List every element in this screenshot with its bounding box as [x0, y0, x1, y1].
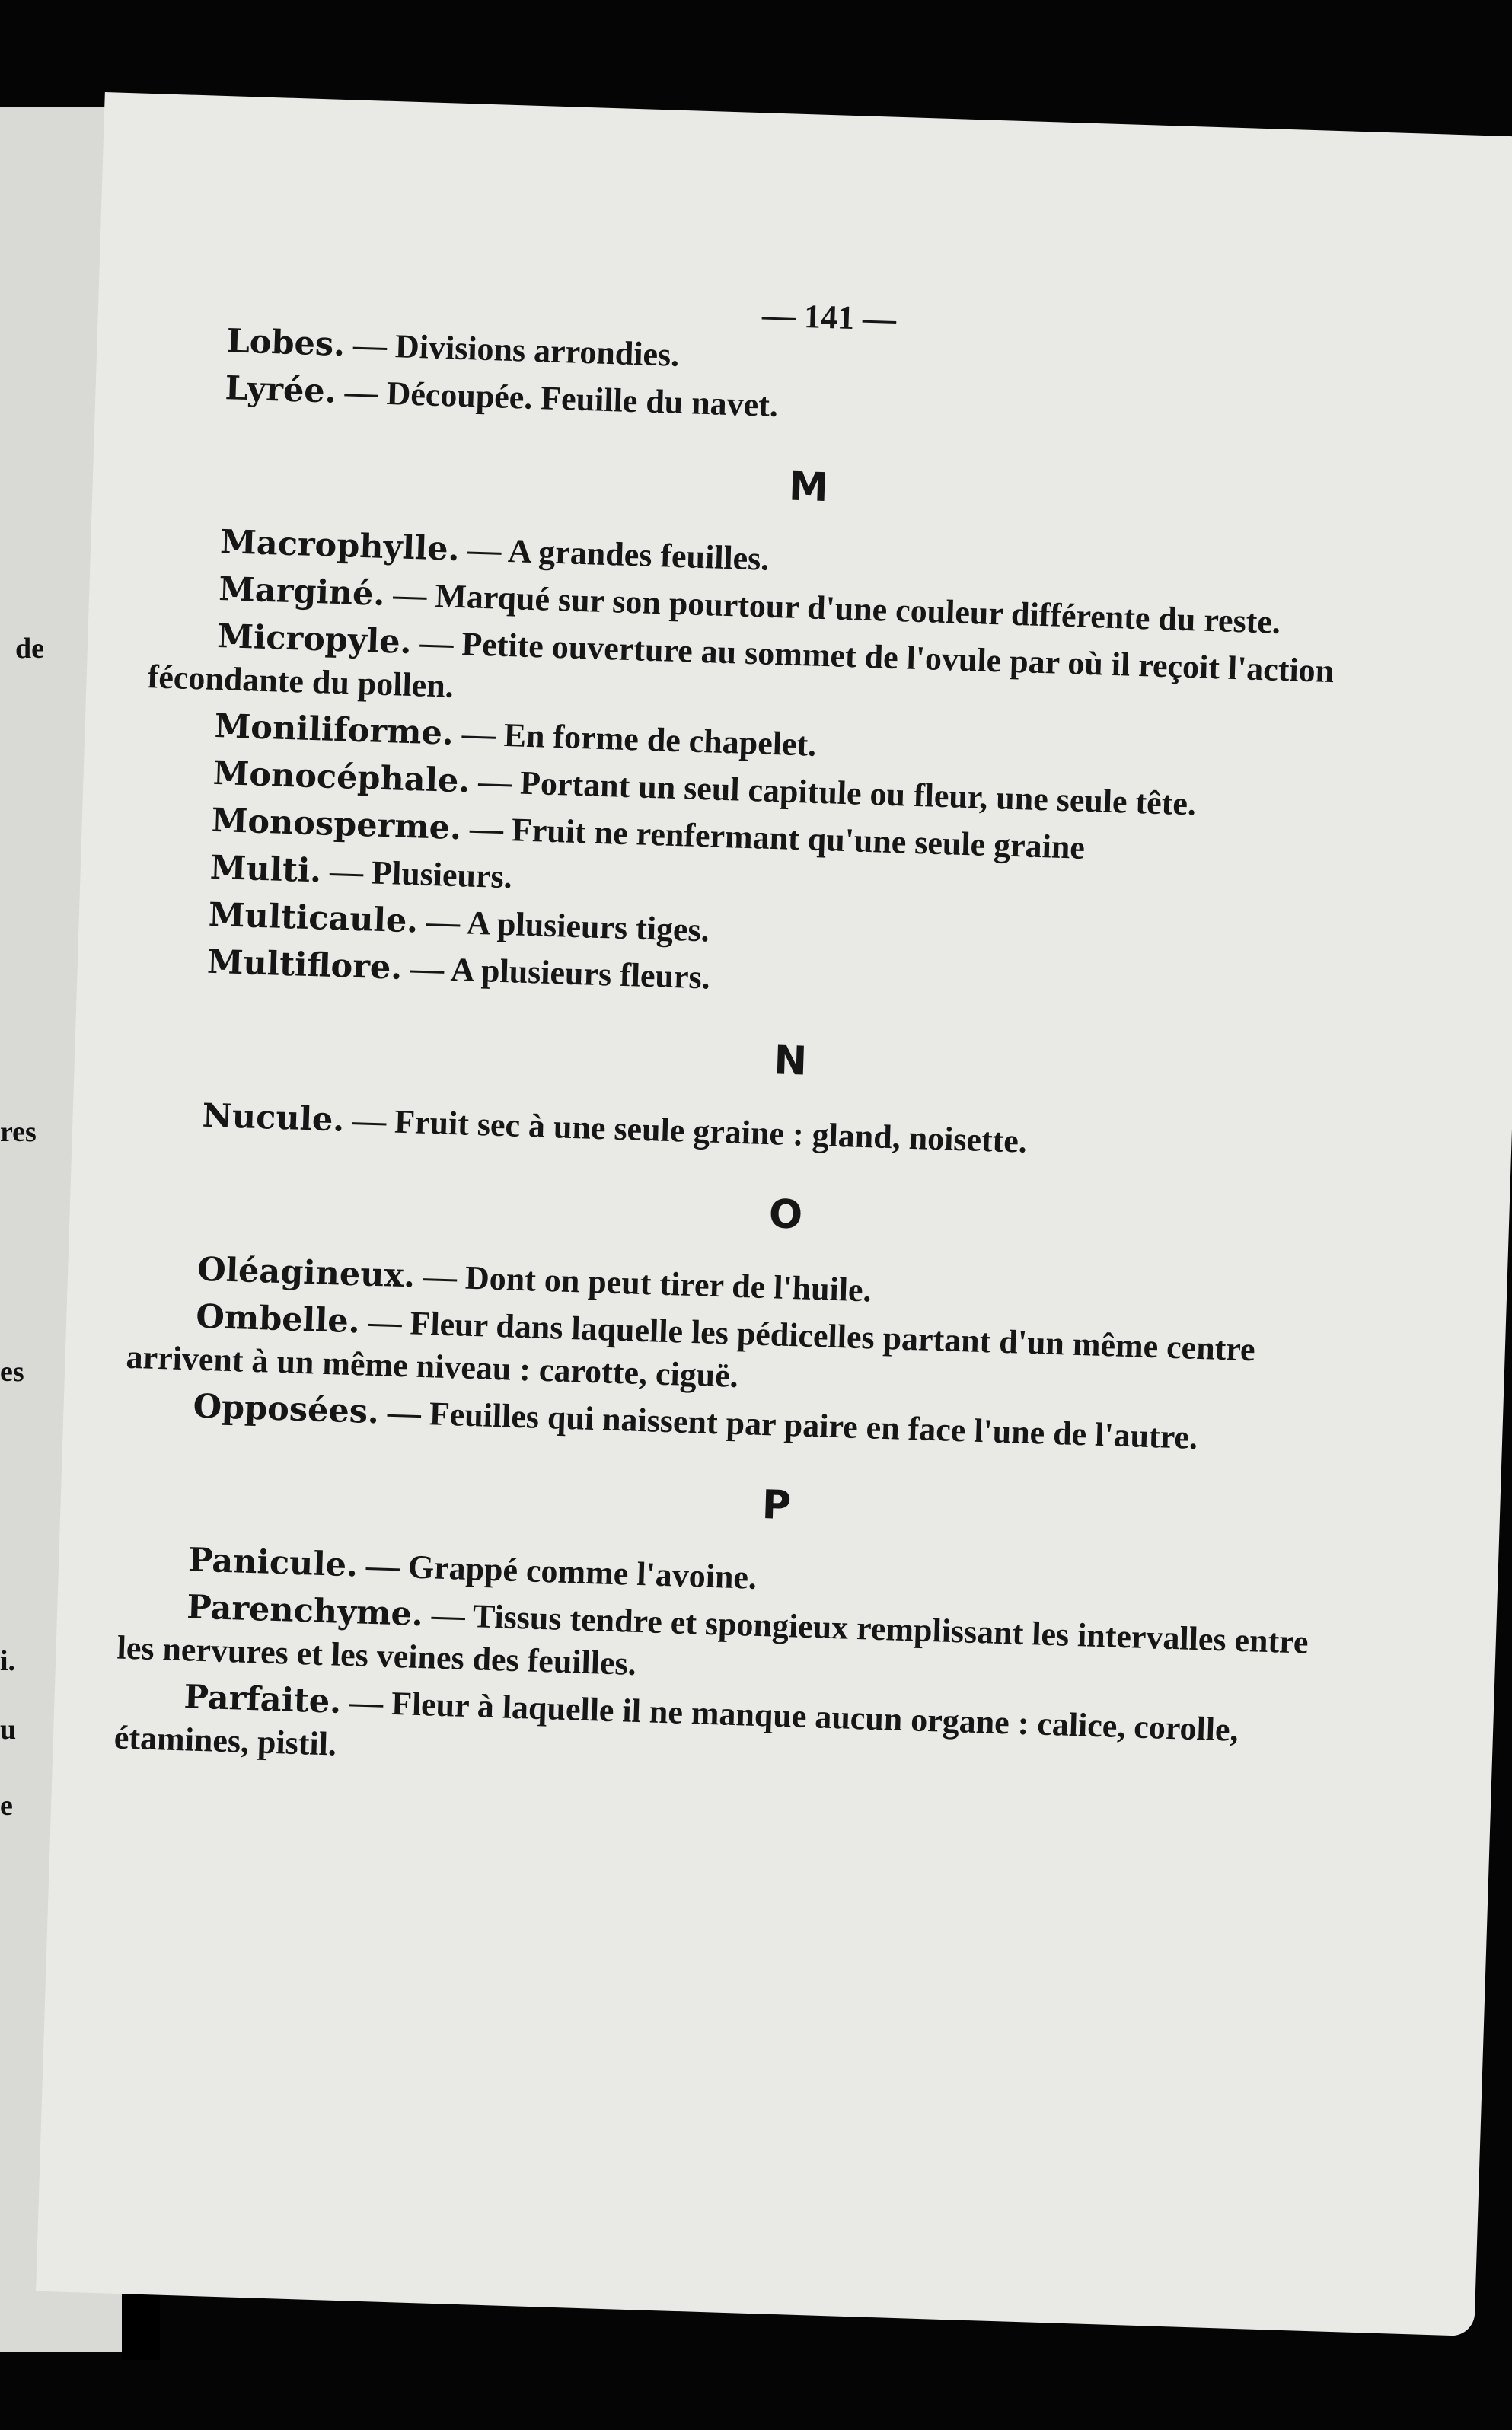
left-page-fragment: es: [0, 1356, 24, 1388]
left-page-fragment: i.: [0, 1645, 16, 1677]
entry-definition: — Fruit sec à une seule graine : gland, noisette.: [343, 1101, 1028, 1160]
glossary-section: [125, 1175, 1342, 1464]
entry-definition: — Grappé comme l'avoine.: [357, 1546, 758, 1596]
section-letter: N: [773, 1038, 809, 1085]
entry-definition: — Fruit ne renfermant qu'une seule graine: [461, 809, 1086, 866]
entry-definition: — Plusieurs.: [321, 852, 513, 896]
entry-term: Monocéphale.: [212, 754, 471, 801]
entry-term: Multi.: [209, 848, 323, 891]
entry-definition: — Feuilles qui naissent par paire en face l'une de l'autre.: [378, 1393, 1198, 1456]
entry-definition: — En forme de chapelet.: [453, 714, 817, 764]
entry-term: Nucule.: [201, 1096, 346, 1140]
entry-term: Multiflore.: [206, 942, 404, 987]
entry-definition: — A plusieurs fleurs.: [401, 949, 711, 997]
entry-definition: — Petite ouverture au sommet de l'ovule par où il reçoit l'action fécondante du pollen.: [147, 623, 1335, 705]
entry-definition: — Fleur à laquelle il ne manque aucun organe : calice, corolle, étamines, pistil.: [113, 1682, 1239, 1763]
entry-term: Oléagineux.: [196, 1250, 416, 1296]
entry-definition: — A grandes feuilles.: [458, 530, 770, 578]
entry-definition: — Marqué sur son pourtour d'une couleur différente du reste.: [384, 575, 1281, 641]
page-content: [113, 277, 1370, 1801]
entry-definition: — Tissus tendre et spongieux remplissant les intervalles entre les nervures et les veines des feuilles.: [116, 1596, 1309, 1682]
glossary-section: [147, 448, 1364, 1019]
section-letter: O: [767, 1191, 804, 1239]
page-number: — 141 —: [761, 296, 897, 338]
entry-definition: — Découpée. Feuille du navet.: [335, 372, 779, 424]
entry-term: Parfaite.: [183, 1678, 342, 1721]
entry-term: Ombelle.: [195, 1297, 361, 1341]
entry-definition: — Fleur dans laquelle les pédicelles partant d'un même centre arrivent à un même niveau : carotte, ciguë.: [125, 1303, 1256, 1395]
left-page-fragment: e: [0, 1790, 13, 1822]
entry-definition: — A plusieurs tiges.: [417, 902, 710, 949]
left-page-fragment: res: [0, 1116, 37, 1148]
entry-term: Parenchyme.: [186, 1588, 424, 1634]
left-page-fragment: de: [15, 633, 44, 665]
entry-term: Panicule.: [187, 1541, 359, 1585]
entry-definition: — Divisions arrondies.: [344, 326, 680, 374]
entry-term: Lyrée.: [224, 369, 337, 411]
left-page-fragment: u: [0, 1714, 17, 1746]
section-letter: M: [788, 464, 829, 512]
entry-term: Moniliforme.: [213, 706, 455, 753]
entry-definition: — Portant un seul capitule ou fleur, une seule tête.: [469, 762, 1197, 823]
entry-definition: — Dont on peut tirer de l'huile.: [414, 1257, 872, 1309]
section-letter: P: [761, 1482, 792, 1529]
entry-term: Monosperme.: [211, 801, 462, 848]
right-page: [36, 92, 1512, 2336]
entry-term: Multicaule.: [208, 895, 419, 941]
entry-term: Macrophylle.: [219, 523, 461, 569]
entry-term: Opposées.: [192, 1387, 380, 1432]
glossary-entry: [202, 1095, 1345, 1173]
glossary-section: [113, 1465, 1332, 1797]
entry-term: Marginé.: [218, 570, 386, 614]
entry-term: Lobes.: [225, 322, 346, 365]
entry-term: Micropyle.: [216, 617, 413, 662]
glossary-section: [202, 1022, 1347, 1173]
